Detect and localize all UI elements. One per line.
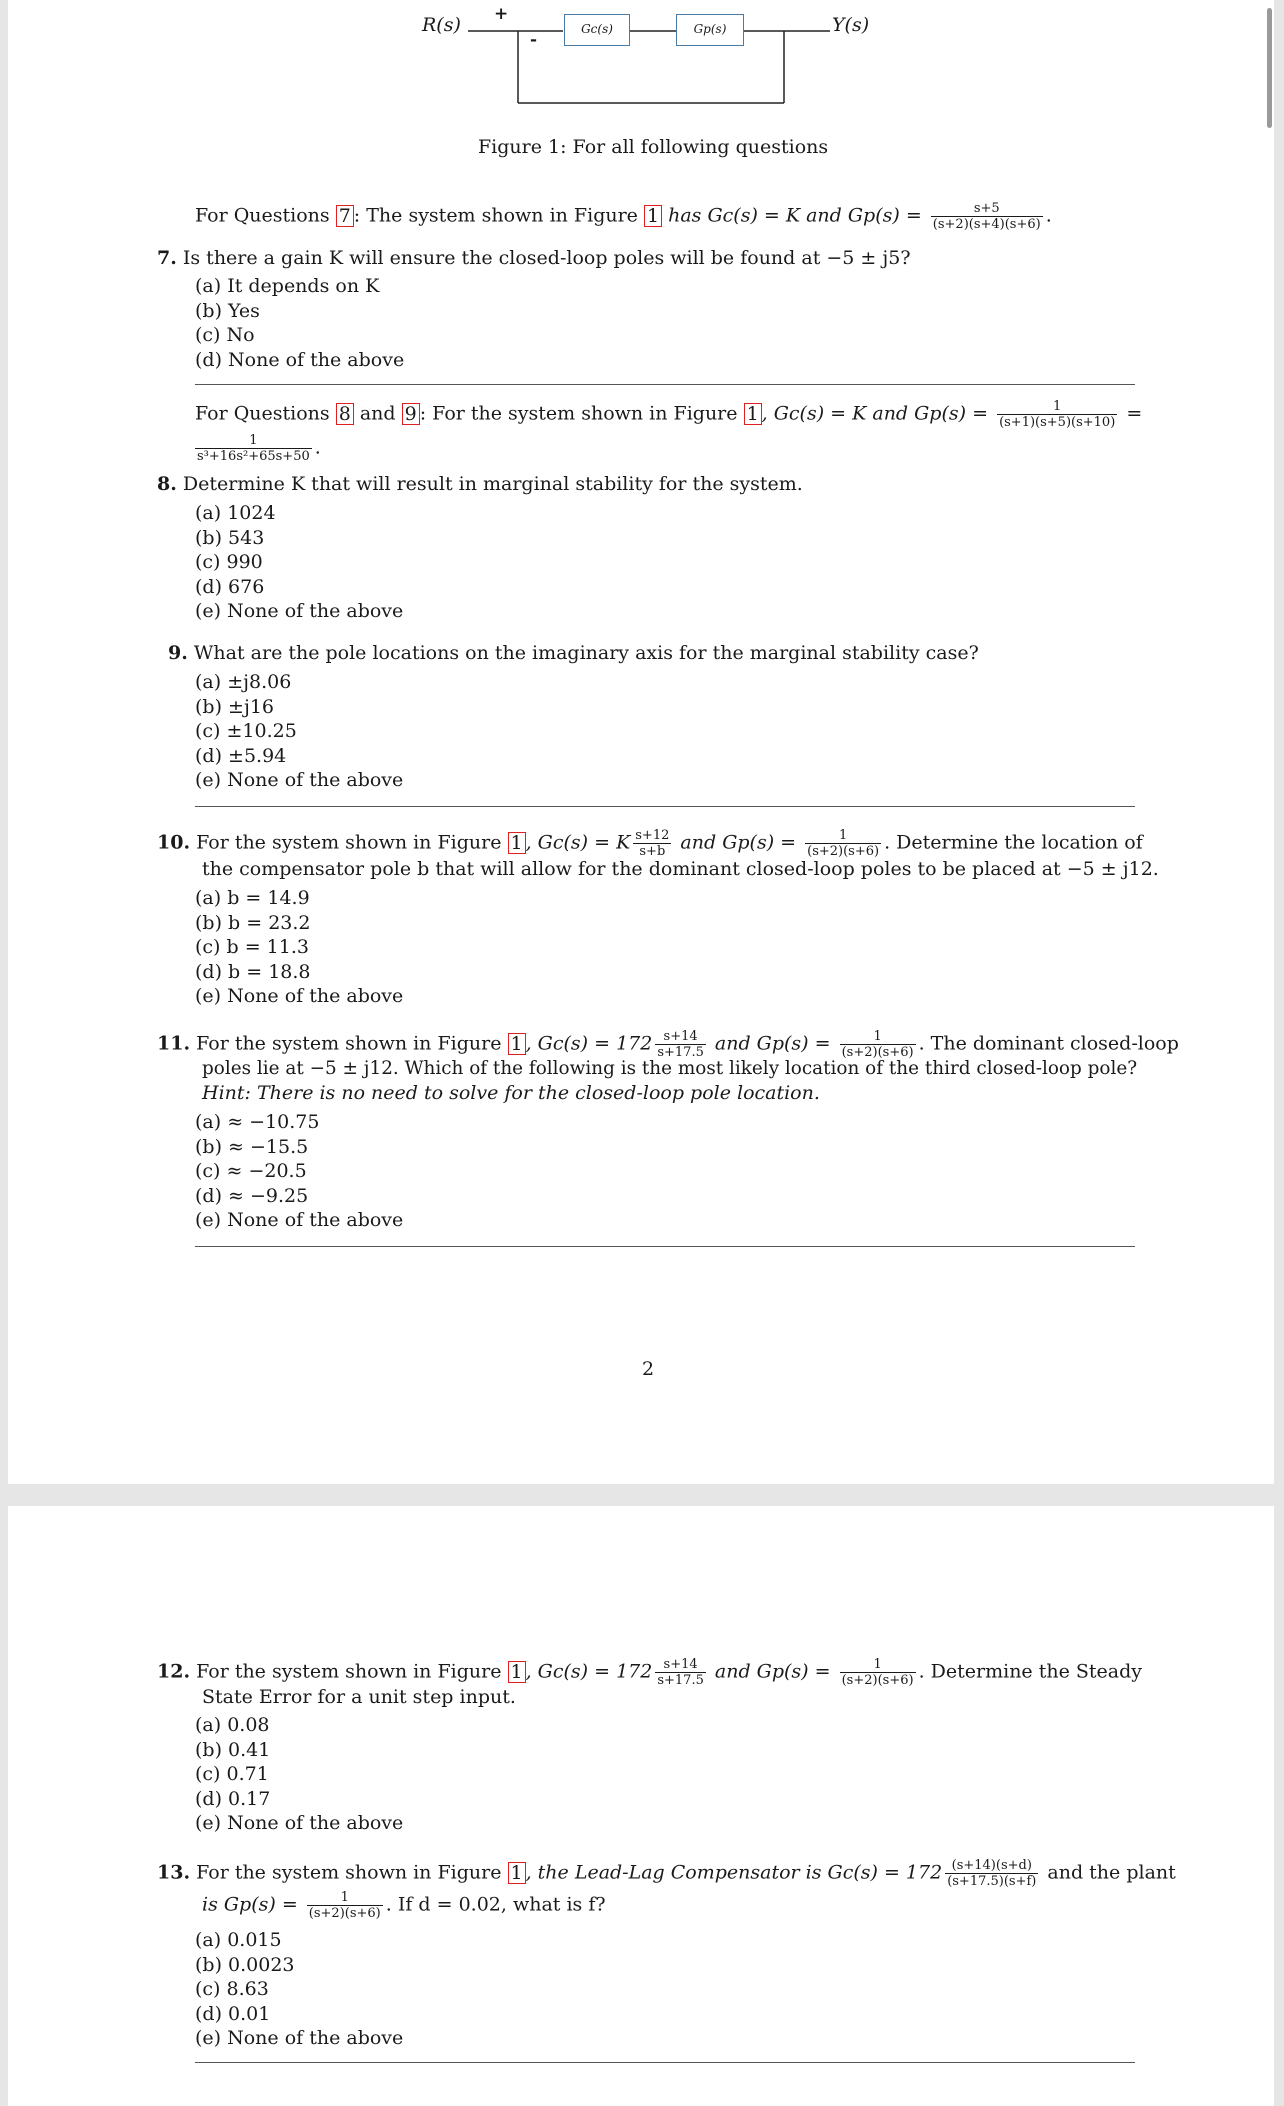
colon: : xyxy=(353,204,361,227)
frac-den: (s+1)(s+5)(s+10) xyxy=(999,415,1116,430)
figure-ref-link[interactable]: 1 xyxy=(508,1862,526,1884)
question-11-line2: poles lie at −5 ± j12. Which of the following is the most likely location of the third closed-loop pole? xyxy=(202,1058,1138,1079)
figure-ref-link[interactable]: 1 xyxy=(508,1661,526,1683)
option-e[interactable]: (e) None of the above xyxy=(195,1209,404,1231)
gp-fraction xyxy=(840,1658,916,1687)
option-a[interactable]: (a) 0.08 xyxy=(195,1714,270,1736)
question-ref-link[interactable]: 9 xyxy=(402,403,420,425)
figure-ref-link[interactable]: 1 xyxy=(508,832,526,854)
question-number: 10. xyxy=(157,831,191,854)
option-e[interactable]: (e) None of the above xyxy=(195,2027,404,2049)
option-d[interactable]: (d) ≈ −9.25 xyxy=(195,1184,309,1207)
question-number: 7. xyxy=(157,247,177,269)
q-text: . If d = 0.02, what is f? xyxy=(385,1893,606,1916)
gc-fraction xyxy=(655,1030,706,1059)
preamble-lead: For Questions xyxy=(195,402,330,425)
option-e[interactable]: (e) None of the above xyxy=(195,600,404,622)
q-math: , Gc(s) = 172 xyxy=(525,1660,653,1683)
option-c[interactable]: (c) b = 11.3 xyxy=(195,936,309,958)
frac-den: s+17.5 xyxy=(657,1045,704,1060)
frac-den: (s+2)(s+6) xyxy=(308,1906,381,1921)
q8-options xyxy=(195,501,403,624)
option-a[interactable]: (a) b = 14.9 xyxy=(195,887,310,909)
q10-options xyxy=(195,886,403,1009)
minus-sign: - xyxy=(530,30,538,50)
preamble-q8-9 xyxy=(195,400,1142,429)
q11-options xyxy=(195,1110,403,1233)
question-12-line2: State Error for a unit step input. xyxy=(202,1686,516,1708)
q13-options xyxy=(195,1928,403,2051)
frac-den: s+b xyxy=(639,844,666,859)
frac-num: 1 xyxy=(997,400,1117,415)
question-text: Is there a gain K will ensure the closed-loop poles will be found at −5 ± j5? xyxy=(182,247,911,269)
frac-den: (s+2)(s+6) xyxy=(841,1045,914,1060)
gc-fraction xyxy=(633,829,671,858)
question-11-hint: Hint: There is no need to solve for the closed-loop pole location. xyxy=(202,1082,820,1104)
divider xyxy=(195,806,1135,807)
option-e[interactable]: (e) None of the above xyxy=(195,1812,404,1834)
option-d[interactable]: (d) 676 xyxy=(195,575,265,598)
q7-options xyxy=(195,274,404,372)
option-e[interactable]: (e) None of the above xyxy=(195,769,404,791)
gp-fraction xyxy=(931,202,1043,231)
gp-fraction xyxy=(997,400,1117,429)
q-text: . Determine the location of xyxy=(884,831,1143,854)
figure-ref-link[interactable]: 1 xyxy=(508,1033,526,1055)
plant-block: Gp(s) xyxy=(676,14,744,46)
question-number: 8. xyxy=(157,473,177,495)
q-math: and Gp(s) = xyxy=(714,1032,831,1055)
question-number: 12. xyxy=(157,1660,191,1683)
option-a[interactable]: (a) 1024 xyxy=(195,502,276,524)
option-b[interactable]: (b) 0.41 xyxy=(195,1738,271,1761)
divider xyxy=(195,2062,1135,2063)
gp-fraction xyxy=(805,829,881,858)
frac-num: (s+14)(s+d) xyxy=(945,1859,1038,1874)
frac-den: s+17.5 xyxy=(657,1673,704,1688)
page-2 xyxy=(8,1506,1274,2106)
q-text: For the system shown in Figure xyxy=(196,1660,502,1683)
preamble-mid: The system shown in Figure xyxy=(366,204,638,227)
q9-options xyxy=(195,670,403,793)
frac-num: 1 xyxy=(195,434,312,449)
and-word: and xyxy=(359,402,396,425)
option-a[interactable]: (a) 0.015 xyxy=(195,1929,282,1951)
option-d[interactable]: (d) 0.17 xyxy=(195,1787,271,1810)
frac-den: (s+2)(s+6) xyxy=(807,844,880,859)
page-number: 2 xyxy=(642,1358,655,1380)
option-b[interactable]: (b) 543 xyxy=(195,526,265,549)
divider xyxy=(195,1246,1135,1247)
option-b[interactable]: (b) ±j16 xyxy=(195,695,275,718)
q-text: For the system shown in Figure xyxy=(196,831,502,854)
question-11 xyxy=(157,1030,1179,1059)
question-ref-link[interactable]: 8 xyxy=(336,403,354,425)
question-8 xyxy=(157,472,803,497)
page-1 xyxy=(8,0,1274,1484)
frac-num: s+12 xyxy=(635,828,670,843)
option-b[interactable]: (b) Yes xyxy=(195,299,260,322)
option-c[interactable]: (c) ±10.25 xyxy=(195,720,297,742)
option-c[interactable]: (c) 8.63 xyxy=(195,1978,269,2000)
q-text: . Determine the Steady xyxy=(918,1660,1142,1683)
scrollbar-thumb[interactable] xyxy=(1267,8,1272,128)
q12-options xyxy=(195,1713,403,1836)
frac-num: s+5 xyxy=(931,202,1043,217)
gp-expanded-fraction xyxy=(195,434,312,463)
gc-fraction xyxy=(945,1859,1038,1888)
q-math: and Gp(s) = xyxy=(714,1660,831,1683)
option-a[interactable]: (a) ≈ −10.75 xyxy=(195,1111,320,1133)
output-label: Y(s) xyxy=(832,14,870,36)
gp-fraction xyxy=(307,1891,383,1920)
question-13 xyxy=(157,1859,1176,1888)
frac-num: s+14 xyxy=(655,1658,706,1673)
question-10 xyxy=(157,829,1143,858)
q-math: , Gc(s) = 172 xyxy=(525,1032,653,1055)
frac-den: s³+16s²+65s+50 xyxy=(197,449,310,464)
option-c[interactable]: (c) 0.71 xyxy=(195,1763,269,1785)
option-d[interactable]: (d) 0.01 xyxy=(195,2002,271,2025)
preamble-q7 xyxy=(195,202,1052,231)
preamble-text: , Gc(s) = K and Gp(s) = xyxy=(761,402,989,425)
q-text: and the plant xyxy=(1047,1861,1176,1884)
option-c[interactable]: (c) ≈ −20.5 xyxy=(195,1160,307,1182)
controller-block: Gc(s) xyxy=(564,14,630,46)
question-9 xyxy=(168,641,979,666)
preamble-lead: For Questions xyxy=(195,204,330,227)
question-number: 13. xyxy=(157,1861,191,1884)
input-label: R(s) xyxy=(422,14,461,36)
option-d[interactable]: (d) ±5.94 xyxy=(195,744,287,767)
question-7 xyxy=(157,246,911,271)
frac-num: 1 xyxy=(840,1658,916,1673)
q-text: For the system shown in Figure xyxy=(196,1861,502,1884)
gc-fraction xyxy=(655,1658,706,1687)
plus-sign: + xyxy=(494,4,509,24)
question-12 xyxy=(157,1658,1142,1687)
preamble-q8-9-cont xyxy=(195,434,321,463)
q-math: , the Lead-Lag Compensator is Gc(s) = 172 xyxy=(525,1861,943,1884)
block-diagram xyxy=(8,0,1274,110)
colon: : xyxy=(419,402,427,425)
equals-sign: = xyxy=(1126,402,1143,425)
option-b[interactable]: (b) b = 23.2 xyxy=(195,911,311,934)
period: . xyxy=(1045,204,1052,227)
option-d[interactable]: (d) b = 18.8 xyxy=(195,960,311,983)
figure-ref-link[interactable]: 1 xyxy=(644,205,662,227)
preamble-text: has Gc(s) = K and Gp(s) = xyxy=(668,204,922,227)
option-e[interactable]: (e) None of the above xyxy=(195,985,404,1007)
gp-fraction xyxy=(840,1030,916,1059)
q-text: . The dominant closed-loop xyxy=(918,1032,1179,1055)
option-c[interactable]: (c) No xyxy=(195,324,255,346)
frac-den: (s+2)(s+6) xyxy=(841,1673,914,1688)
figure-ref-link[interactable]: 1 xyxy=(744,403,762,425)
option-a[interactable]: (a) ±j8.06 xyxy=(195,671,292,693)
q-math: , Gc(s) = K xyxy=(525,831,631,854)
question-text: What are the pole locations on the imaginary axis for the marginal stability case? xyxy=(193,642,979,664)
option-a[interactable]: (a) It depends on K xyxy=(195,275,380,297)
frac-num: 1 xyxy=(840,1030,916,1045)
divider xyxy=(195,384,1135,385)
frac-den: (s+2)(s+4)(s+6) xyxy=(932,217,1041,232)
preamble-mid: For the system shown in Figure xyxy=(432,402,738,425)
period: . xyxy=(314,436,321,459)
question-13-line2 xyxy=(202,1891,606,1920)
frac-num: s+14 xyxy=(655,1030,706,1045)
figure-caption: Figure 1: For all following questions xyxy=(478,136,829,158)
frac-num: 1 xyxy=(805,829,881,844)
frac-num: 1 xyxy=(307,1891,383,1906)
question-ref-link[interactable]: 7 xyxy=(336,205,354,227)
q-text: For the system shown in Figure xyxy=(196,1032,502,1055)
frac-den: (s+17.5)(s+f) xyxy=(947,1874,1037,1889)
question-text: Determine K that will result in marginal stability for the system. xyxy=(182,473,803,495)
option-b[interactable]: (b) 0.0023 xyxy=(195,1953,295,1976)
option-c[interactable]: (c) 990 xyxy=(195,551,263,573)
question-number: 9. xyxy=(168,642,188,664)
q-math: is Gp(s) = xyxy=(202,1893,298,1916)
question-10-line2: the compensator pole b that will allow for the dominant closed-loop poles to be placed at −5 ± j12. xyxy=(202,858,1159,880)
question-number: 11. xyxy=(157,1032,191,1055)
option-b[interactable]: (b) ≈ −15.5 xyxy=(195,1135,309,1158)
q-math: and Gp(s) = xyxy=(680,831,797,854)
option-d[interactable]: (d) None of the above xyxy=(195,348,405,371)
